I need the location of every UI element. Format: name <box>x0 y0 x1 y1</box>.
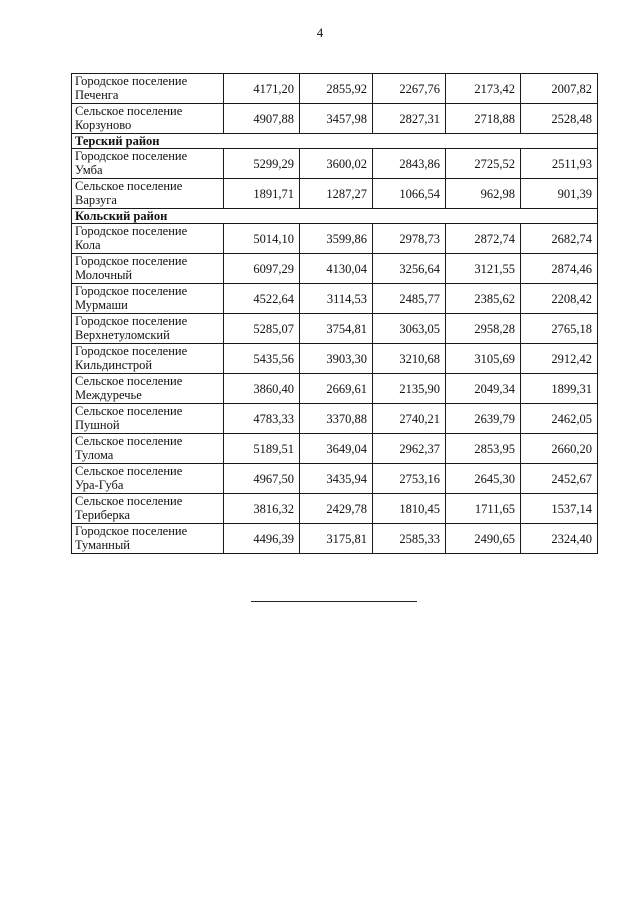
value-cell: 3600,02 <box>300 149 373 179</box>
value-cell: 2511,93 <box>521 149 598 179</box>
value-cell: 5285,07 <box>224 314 300 344</box>
settlement-name: Ура-Губа <box>75 477 124 492</box>
settlement-name: Тулома <box>75 447 114 462</box>
page-number: 4 <box>316 25 324 40</box>
settlement-name: Варзуга <box>75 192 117 207</box>
settlement-name: Междуречье <box>75 387 142 402</box>
value-cell: 2740,21 <box>373 404 446 434</box>
table-row <box>72 464 598 494</box>
end-of-table-rule <box>251 601 417 602</box>
value-cell: 5299,29 <box>224 149 300 179</box>
settlement-name: Печенга <box>75 87 119 102</box>
table-row <box>72 344 598 374</box>
value-cell: 6097,29 <box>224 254 300 284</box>
settlement-type: Сельское поселение <box>75 374 183 388</box>
settlement-name-cell <box>72 284 224 314</box>
table-row <box>72 404 598 434</box>
value-cell: 2267,76 <box>373 74 446 104</box>
value-cell: 2639,79 <box>446 404 521 434</box>
value-cell: 2718,88 <box>446 104 521 134</box>
value-cell: 1287,27 <box>300 179 373 209</box>
table-row <box>72 494 598 524</box>
value-cell: 2585,33 <box>373 524 446 554</box>
settlement-name-cell <box>72 104 224 134</box>
value-cell: 962,98 <box>446 179 521 209</box>
settlement-name-cell <box>72 494 224 524</box>
table-row <box>72 74 598 104</box>
table-row <box>72 374 598 404</box>
value-cell: 2324,40 <box>521 524 598 554</box>
value-cell: 2827,31 <box>373 104 446 134</box>
value-cell: 5014,10 <box>224 224 300 254</box>
table-row <box>72 179 598 209</box>
value-cell: 3435,94 <box>300 464 373 494</box>
value-cell: 4522,64 <box>224 284 300 314</box>
value-cell: 2669,61 <box>300 374 373 404</box>
value-cell: 2682,74 <box>521 224 598 254</box>
value-cell: 3121,55 <box>446 254 521 284</box>
value-cell: 2958,28 <box>446 314 521 344</box>
settlement-name-cell <box>72 74 224 104</box>
district-header-row <box>72 134 598 149</box>
value-cell: 3114,53 <box>300 284 373 314</box>
value-cell: 2452,67 <box>521 464 598 494</box>
value-cell: 3599,86 <box>300 224 373 254</box>
value-cell: 1537,14 <box>521 494 598 524</box>
value-cell: 5189,51 <box>224 434 300 464</box>
settlement-name-cell <box>72 149 224 179</box>
value-cell: 3105,69 <box>446 344 521 374</box>
value-cell: 3649,04 <box>300 434 373 464</box>
value-cell: 1891,71 <box>224 179 300 209</box>
value-cell: 4130,04 <box>300 254 373 284</box>
value-cell: 2385,62 <box>446 284 521 314</box>
value-cell: 2978,73 <box>373 224 446 254</box>
settlement-name: Пушной <box>75 417 120 432</box>
value-cell: 5435,56 <box>224 344 300 374</box>
value-cell: 2645,30 <box>446 464 521 494</box>
value-cell: 4171,20 <box>224 74 300 104</box>
table-row <box>72 224 598 254</box>
settlement-name-cell <box>72 254 224 284</box>
settlement-name: Туманный <box>75 537 130 552</box>
table-row <box>72 149 598 179</box>
settlement-type: Сельское поселение <box>75 404 183 418</box>
value-cell: 2962,37 <box>373 434 446 464</box>
settlement-type: Городское поселение <box>75 344 188 358</box>
settlement-name-cell <box>72 224 224 254</box>
value-cell: 3063,05 <box>373 314 446 344</box>
settlement-type: Городское поселение <box>75 254 188 268</box>
district-name: Кольский район <box>72 209 598 224</box>
settlement-name: Корзуново <box>75 117 132 132</box>
value-cell: 2007,82 <box>521 74 598 104</box>
value-cell: 2049,34 <box>446 374 521 404</box>
value-cell: 3903,30 <box>300 344 373 374</box>
value-cell: 1066,54 <box>373 179 446 209</box>
settlement-name-cell <box>72 344 224 374</box>
settlement-type: Сельское поселение <box>75 434 183 448</box>
settlement-type: Городское поселение <box>75 224 188 238</box>
value-cell: 2843,86 <box>373 149 446 179</box>
settlement-type: Сельское поселение <box>75 104 183 118</box>
value-cell: 2490,65 <box>446 524 521 554</box>
value-cell: 2912,42 <box>521 344 598 374</box>
value-cell: 1810,45 <box>373 494 446 524</box>
settlement-name-cell <box>72 374 224 404</box>
value-cell: 2853,95 <box>446 434 521 464</box>
value-cell: 4783,33 <box>224 404 300 434</box>
settlement-name: Верхнетуломский <box>75 327 170 342</box>
settlement-name-cell <box>72 464 224 494</box>
value-cell: 3816,32 <box>224 494 300 524</box>
value-cell: 1711,65 <box>446 494 521 524</box>
value-cell: 2753,16 <box>373 464 446 494</box>
value-cell: 3370,88 <box>300 404 373 434</box>
table-row <box>72 434 598 464</box>
table-row <box>72 254 598 284</box>
settlement-type: Городское поселение <box>75 284 188 298</box>
value-cell: 2429,78 <box>300 494 373 524</box>
value-cell: 2874,46 <box>521 254 598 284</box>
settlement-type: Сельское поселение <box>75 494 183 508</box>
district-name: Терский район <box>72 134 598 149</box>
value-cell: 901,39 <box>521 179 598 209</box>
value-cell: 3256,64 <box>373 254 446 284</box>
district-header-row <box>72 209 598 224</box>
settlement-name: Териберка <box>75 507 131 522</box>
settlement-name: Кильдинстрой <box>75 357 153 372</box>
settlement-name: Мурмаши <box>75 297 128 312</box>
settlement-name-cell <box>72 314 224 344</box>
settlement-type: Городское поселение <box>75 524 188 538</box>
value-cell: 2208,42 <box>521 284 598 314</box>
value-cell: 4907,88 <box>224 104 300 134</box>
table-row <box>72 104 598 134</box>
settlement-type: Городское поселение <box>75 314 188 328</box>
value-cell: 2765,18 <box>521 314 598 344</box>
settlement-name: Кола <box>75 237 101 252</box>
value-cell: 3457,98 <box>300 104 373 134</box>
settlement-type: Городское поселение <box>75 74 188 88</box>
settlement-name: Умба <box>75 162 103 177</box>
table-row <box>72 284 598 314</box>
value-cell: 4967,50 <box>224 464 300 494</box>
value-cell: 2485,77 <box>373 284 446 314</box>
value-cell: 3754,81 <box>300 314 373 344</box>
value-cell: 2725,52 <box>446 149 521 179</box>
settlement-name-cell <box>72 434 224 464</box>
value-cell: 2872,74 <box>446 224 521 254</box>
settlement-type: Городское поселение <box>75 149 188 163</box>
value-cell: 2173,42 <box>446 74 521 104</box>
settlement-type: Сельское поселение <box>75 179 183 193</box>
value-cell: 3210,68 <box>373 344 446 374</box>
value-cell: 3860,40 <box>224 374 300 404</box>
value-cell: 2462,05 <box>521 404 598 434</box>
table-row <box>72 314 598 344</box>
settlement-name-cell <box>72 404 224 434</box>
value-cell: 3175,81 <box>300 524 373 554</box>
table-row <box>72 524 598 554</box>
settlement-type: Сельское поселение <box>75 464 183 478</box>
settlement-name-cell <box>72 179 224 209</box>
settlement-name-cell <box>72 524 224 554</box>
value-cell: 2660,20 <box>521 434 598 464</box>
settlement-values-table <box>71 73 598 554</box>
value-cell: 2528,48 <box>521 104 598 134</box>
value-cell: 2855,92 <box>300 74 373 104</box>
value-cell: 4496,39 <box>224 524 300 554</box>
value-cell: 2135,90 <box>373 374 446 404</box>
table-body <box>72 74 598 554</box>
settlement-name: Молочный <box>75 267 133 282</box>
value-cell: 1899,31 <box>521 374 598 404</box>
